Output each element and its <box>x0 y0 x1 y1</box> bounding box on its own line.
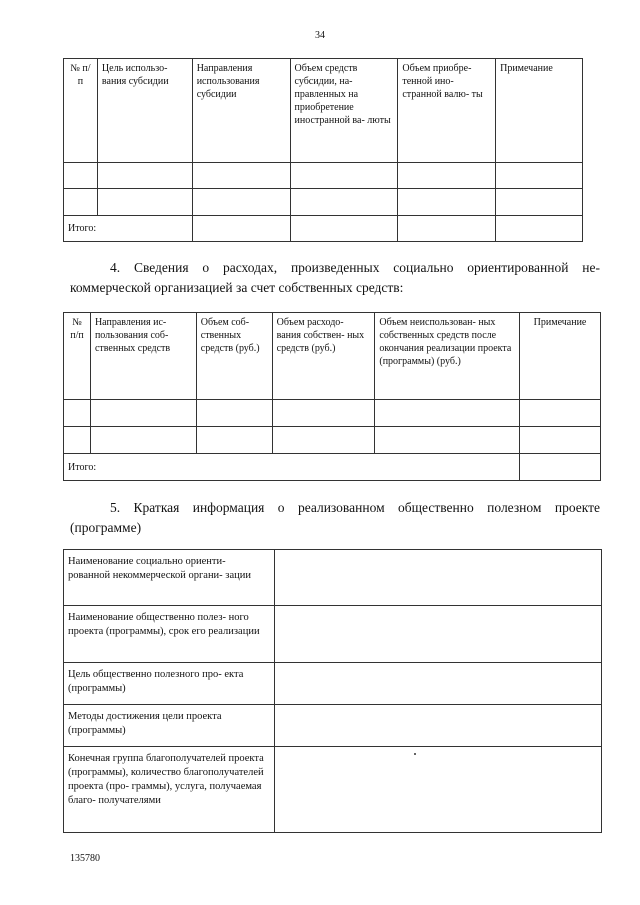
empty-cell <box>272 427 375 454</box>
empty-cell <box>272 400 375 427</box>
empty-cell <box>290 163 398 189</box>
empty-cell <box>520 427 601 454</box>
empty-cell <box>90 427 196 454</box>
total-label: Итого: <box>64 216 193 242</box>
own-funds-table <box>63 312 601 481</box>
table-row <box>64 550 602 606</box>
empty-cell <box>192 189 290 216</box>
total-row <box>64 454 601 481</box>
table-row <box>64 400 601 427</box>
empty-cell <box>64 427 91 454</box>
stray-dot-mark <box>414 753 416 755</box>
empty-cell <box>97 163 192 189</box>
empty-cell <box>274 663 601 705</box>
header-cell: Направления использования субсидии <box>192 59 290 163</box>
empty-cell <box>496 216 583 242</box>
table-row <box>64 189 583 216</box>
header-cell: Объем средств субсидии, на- правленных на приобретение иностранной ва- люты <box>290 59 398 163</box>
row-label: Наименование социально ориенти- рованной некоммерческой органи- зации <box>64 550 275 606</box>
header-cell: Примечание <box>520 313 601 400</box>
header-cell: Объем неиспользован- ных собственных средств после окончания реализации проекта (программы) (руб.) <box>375 313 520 400</box>
empty-cell <box>64 400 91 427</box>
empty-cell <box>196 427 272 454</box>
empty-cell <box>290 216 398 242</box>
total-row <box>64 216 583 242</box>
header-cell: Объем расходо- вания собствен- ных средств (руб.) <box>272 313 375 400</box>
empty-cell <box>274 747 601 833</box>
empty-cell <box>64 163 98 189</box>
row-label: Конечная группа благополучателей проекта (программы), количество благополучателей проекта (про- граммы), услуга, получаемая благо- получателями <box>64 747 275 833</box>
empty-cell <box>274 705 601 747</box>
empty-cell <box>375 400 520 427</box>
table-header-row <box>64 59 583 163</box>
empty-cell <box>398 189 496 216</box>
empty-cell <box>64 189 98 216</box>
table-row <box>64 427 601 454</box>
empty-cell <box>398 216 496 242</box>
section-4-heading: 4. Сведения о расходах, произведенных социально ориентированной не- коммерческой организацией за счет собственных средств: <box>70 260 600 295</box>
row-label: Методы достижения цели проекта (программы) <box>64 705 275 747</box>
empty-cell <box>97 189 192 216</box>
empty-cell <box>192 163 290 189</box>
table-row <box>64 705 602 747</box>
header-cell: Цель использо- вания субсидии <box>97 59 192 163</box>
empty-cell <box>520 400 601 427</box>
empty-cell <box>496 189 583 216</box>
header-cell: № п/п <box>64 313 91 400</box>
table-row <box>64 163 583 189</box>
empty-cell <box>90 400 196 427</box>
currency-subsidy-table <box>63 58 583 242</box>
empty-cell <box>398 163 496 189</box>
empty-cell <box>496 163 583 189</box>
table-row <box>64 747 602 833</box>
row-label: Наименование общественно полез- ного проекта (программы), срок его реализации <box>64 606 275 663</box>
table-row <box>64 663 602 705</box>
table-row <box>64 606 602 663</box>
header-cell: Направления ис- пользования соб- ственных средств <box>90 313 196 400</box>
empty-cell <box>274 606 601 663</box>
empty-cell <box>274 550 601 606</box>
header-cell: Объем приобре- тенной ино- странной валю- ты <box>398 59 496 163</box>
table-header-row <box>64 313 601 400</box>
project-info-table <box>63 549 602 833</box>
header-cell: № п/п <box>64 59 98 163</box>
empty-cell <box>375 427 520 454</box>
empty-cell <box>196 400 272 427</box>
empty-cell <box>290 189 398 216</box>
page-number: 34 <box>315 30 325 41</box>
header-cell: Примечание <box>496 59 583 163</box>
empty-cell <box>192 216 290 242</box>
empty-cell <box>520 454 601 481</box>
total-label: Итого: <box>64 454 520 481</box>
document-code: 135780 <box>70 853 100 864</box>
header-cell: Объем соб- ственных средств (руб.) <box>196 313 272 400</box>
section-5-heading: 5. Краткая информация о реализованном общественно полезном проекте (программе) <box>70 500 600 535</box>
row-label: Цель общественно полезного про- екта (программы) <box>64 663 275 705</box>
